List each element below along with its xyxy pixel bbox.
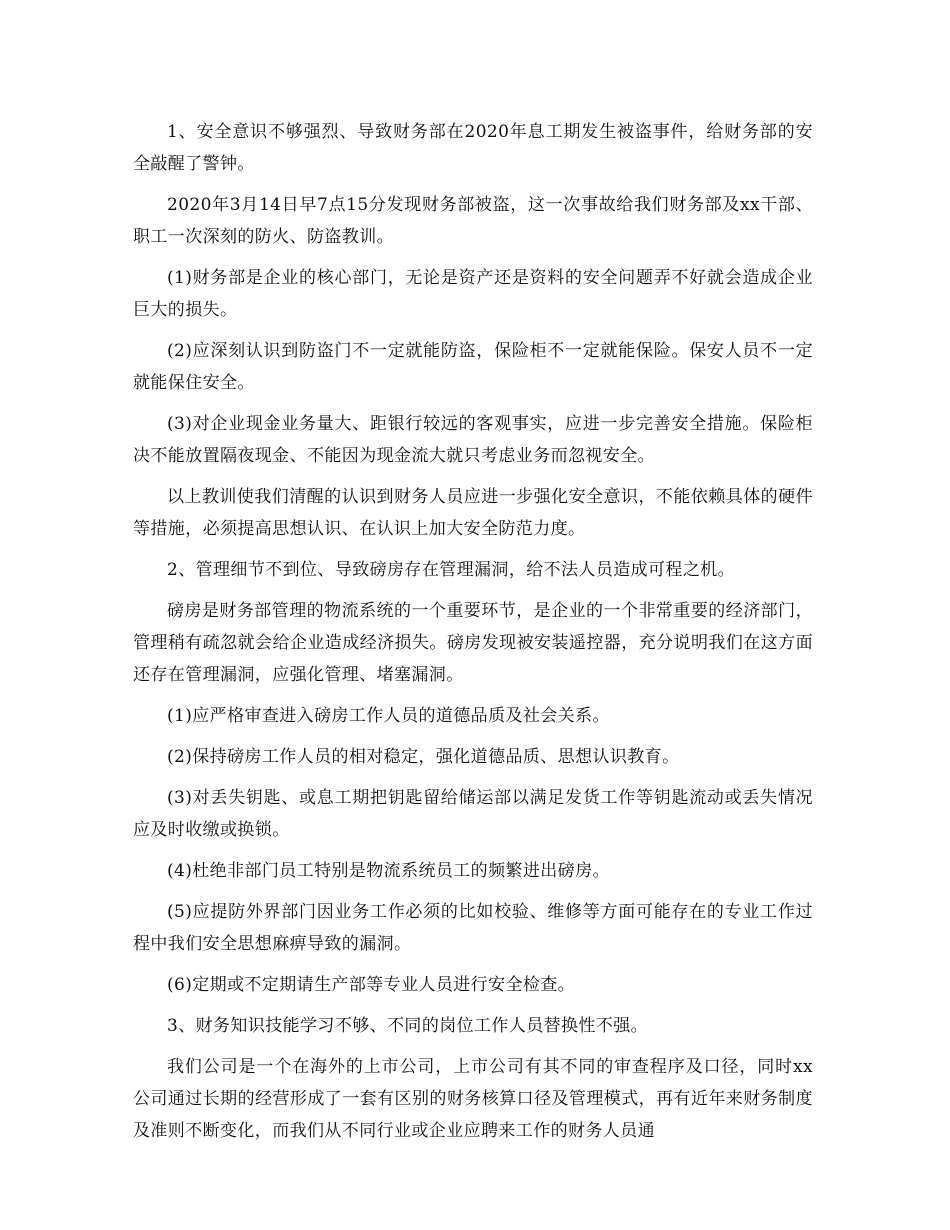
paragraph: 磅房是财务部管理的物流系统的一个重要环节，是企业的一个非常重要的经济部门，管理稍有疏忽就会给企业造成经济损失。磅房发现被安装遥控器，充分说明我们在这方面还存在管理漏洞，应强化管理、堵塞漏洞。 — [133, 601, 813, 685]
paragraph: (6)定期或不定期请生产部等专业人员进行安全检查。 — [167, 975, 576, 995]
paragraph: (3)对企业现金业务量大、距银行较远的客观事实，应进一步完善安全措施。保险柜决不能放置隔夜现金、不能因为现金流大就只考虑业务而忽视安全。 — [133, 414, 813, 466]
paragraph: (3)对丢失钥匙、或息工期把钥匙留给储运部以满足发货工作等钥匙流动或丢失情况应及时收缴或换锁。 — [133, 788, 813, 840]
document-body — [133, 116, 813, 1156]
paragraph: 以上教训使我们清醒的认识到财务人员应进一步强化安全意识，不能依赖具体的硬件等措施，必须提高思想认识、在认识上加大安全防范力度。 — [133, 487, 813, 539]
paragraph: 1、安全意识不够强烈、导致财务部在2020年息工期发生被盗事件，给财务部的安全敲醒了警钟。 — [133, 122, 813, 174]
paragraph: 3、财务知识技能学习不够、不同的岗位工作人员替换性不强。 — [167, 1016, 649, 1036]
paragraph: 2、管理细节不到位、导致磅房存在管理漏洞，给不法人员造成可程之机。 — [167, 560, 736, 580]
paragraph: (4)杜绝非部门员工特别是物流系统员工的频繁进出磅房。 — [167, 861, 610, 881]
paragraph: 我们公司是一个在海外的上市公司，上市公司有其不同的审查程序及口径，同时xx公司通过长期的经营形成了一套有区别的财务核算口径及管理模式，再有近年来财务制度及准则不断变化，而我们从不同行业或企业应聘来工作的财务人员通 — [133, 1057, 813, 1141]
paragraph: (2)应深刻认识到防盗门不一定就能防盗，保险柜不一定就能保险。保安人员不一定就能保住安全。 — [133, 341, 813, 393]
paragraph: (2)保持磅房工作人员的相对稳定，强化道德品质、思想认识教育。 — [167, 747, 680, 767]
paragraph: (5)应提防外界部门因业务工作必须的比如校验、维修等方面可能存在的专业工作过程中我们安全思想麻痹导致的漏洞。 — [133, 902, 813, 954]
paragraph: (1)应严格审查进入磅房工作人员的道德品质及社会关系。 — [167, 706, 610, 726]
paragraph: (1)财务部是企业的核心部门，无论是资产还是资料的安全问题弄不好就会造成企业巨大的损失。 — [133, 268, 813, 320]
paragraph: 2020年3月14日早7点15分发现财务部被盗，这一次事故给我们财务部及xx干部、职工一次深刻的防火、防盗教训。 — [133, 195, 813, 247]
